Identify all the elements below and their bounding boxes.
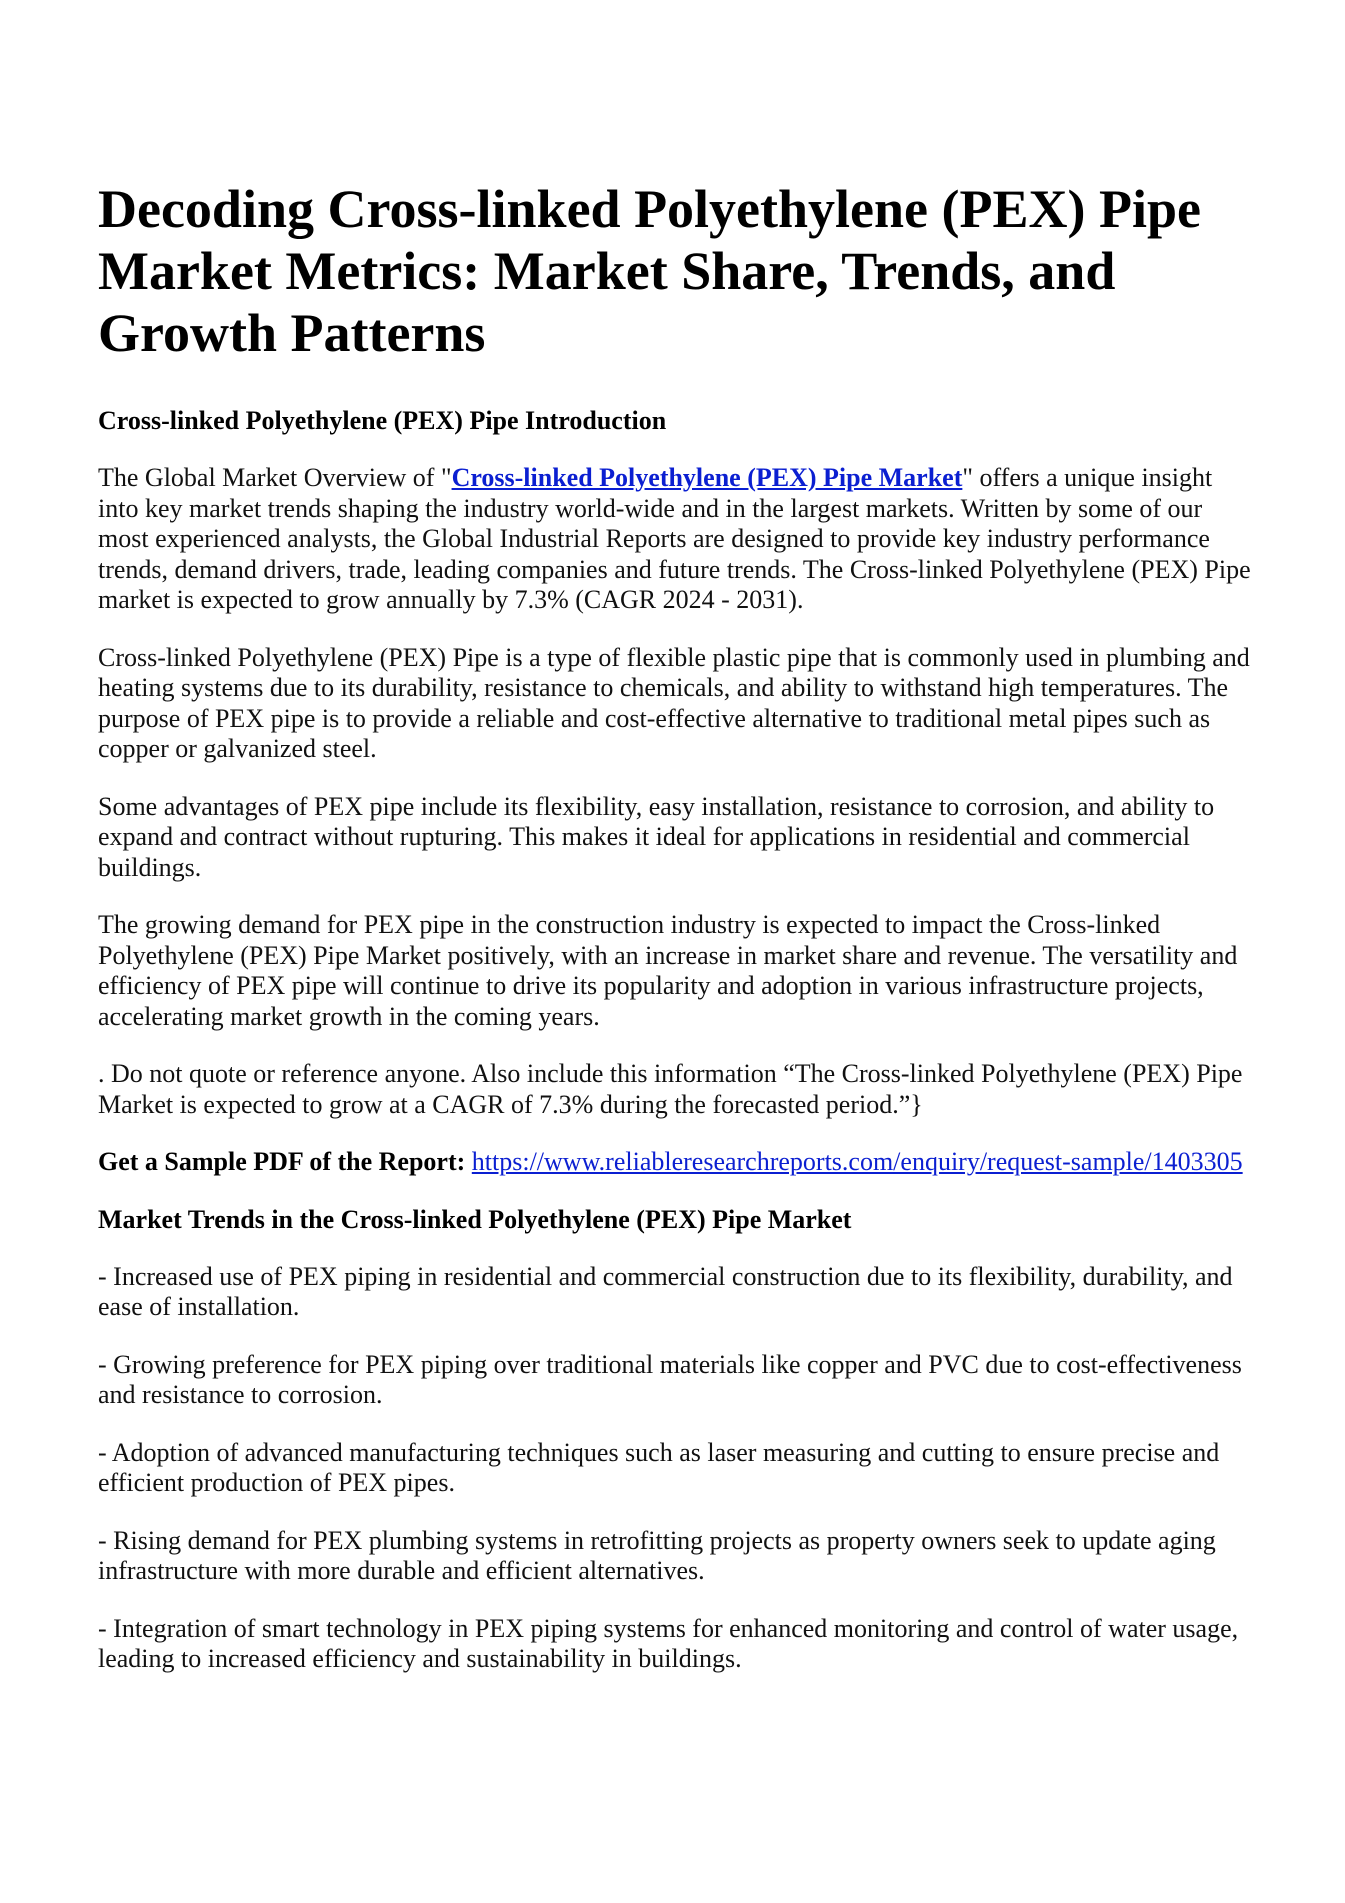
sample-pdf-label: Get a Sample PDF of the Report: xyxy=(98,1147,466,1176)
body-paragraph: Some advantages of PEX pipe include its flexibility, easy installation, resistance to corrosion, and ability to expand and contract without rupturing. This makes it ideal for applications in residential and commercial buildings. xyxy=(98,791,1215,882)
sample-pdf-link[interactable]: https://www.reliableresearchreports.com/enquiry/request-sample/1403305 xyxy=(471,1147,1243,1176)
body-paragraph: Cross-linked Polyethylene (PEX) Pipe is a type of flexible plastic pipe that is commonly used in plumbing and heating systems due to its durability, resistance to chemicals, and ability to withstand high temperatures. The purpose of PEX pipe is to provide a reliable and cost-effective alternative to traditional metal pipes such as copper or galvanized steel. xyxy=(98,642,1250,763)
body-paragraph: . Do not quote or reference anyone. Also include this information “The Cross-linked Polyethylene (PEX) Pipe Market is expected to grow at a CAGR of 7.3% during the forecasted period.”} xyxy=(98,1059,1243,1119)
intro-text-after-link: " offers a unique insight into key market trends shaping the industry world-wide and in the largest markets. Written by some of our most experienced analysts, the Global Industrial Reports are designed to provide key industry performance trends, demand drivers, trade, leading companies and future trends. The Cross-linked Polyethylene (PEX) Pipe market is expected to grow annually by 7.3% (CAGR 2024 - 2031). xyxy=(98,463,1251,614)
trend-item: - Increased use of PEX piping in residential and commercial construction due to its flexibility, durability, and ease of installation. xyxy=(98,1261,1233,1321)
trend-item: - Integration of smart technology in PEX piping systems for enhanced monitoring and control of water usage, leading to increased efficiency and sustainability in buildings. xyxy=(98,1613,1239,1673)
trend-item: - Rising demand for PEX plumbing systems in retrofitting projects as property owners seek to update aging infrastructure with more durable and efficient alternatives. xyxy=(98,1525,1216,1585)
page-title: Decoding Cross-linked Polyethylene (PEX) Pipe Market Metrics: Market Share, Trends, and Growth Patterns xyxy=(98,179,1201,363)
sample-pdf-line xyxy=(98,1147,1258,1178)
document-page xyxy=(98,178,1258,1675)
market-report-link[interactable]: Cross-linked Polyethylene (PEX) Pipe Market xyxy=(451,463,963,492)
trends-heading: Market Trends in the Cross-linked Polyethylene (PEX) Pipe Market xyxy=(98,1204,852,1234)
intro-heading: Cross-linked Polyethylene (PEX) Pipe Introduction xyxy=(98,406,667,435)
trend-item: - Growing preference for PEX piping over traditional materials like copper and PVC due to cost-effectiveness and resistance to corrosion. xyxy=(98,1349,1242,1409)
trend-item: - Adoption of advanced manufacturing techniques such as laser measuring and cutting to ensure precise and efficient production of PEX pipes. xyxy=(98,1437,1220,1497)
intro-paragraph xyxy=(98,463,1258,616)
intro-text-before-link: The Global Market Overview of " xyxy=(98,463,452,492)
body-paragraph: The growing demand for PEX pipe in the construction industry is expected to impact the Cross-linked Polyethylene (PEX) Pipe Market positively, with an increase in market share and revenue. The versatility and efficiency of PEX pipe will continue to drive its popularity and adoption in various infrastructure projects, accelerating market growth in the coming years. xyxy=(98,910,1238,1031)
